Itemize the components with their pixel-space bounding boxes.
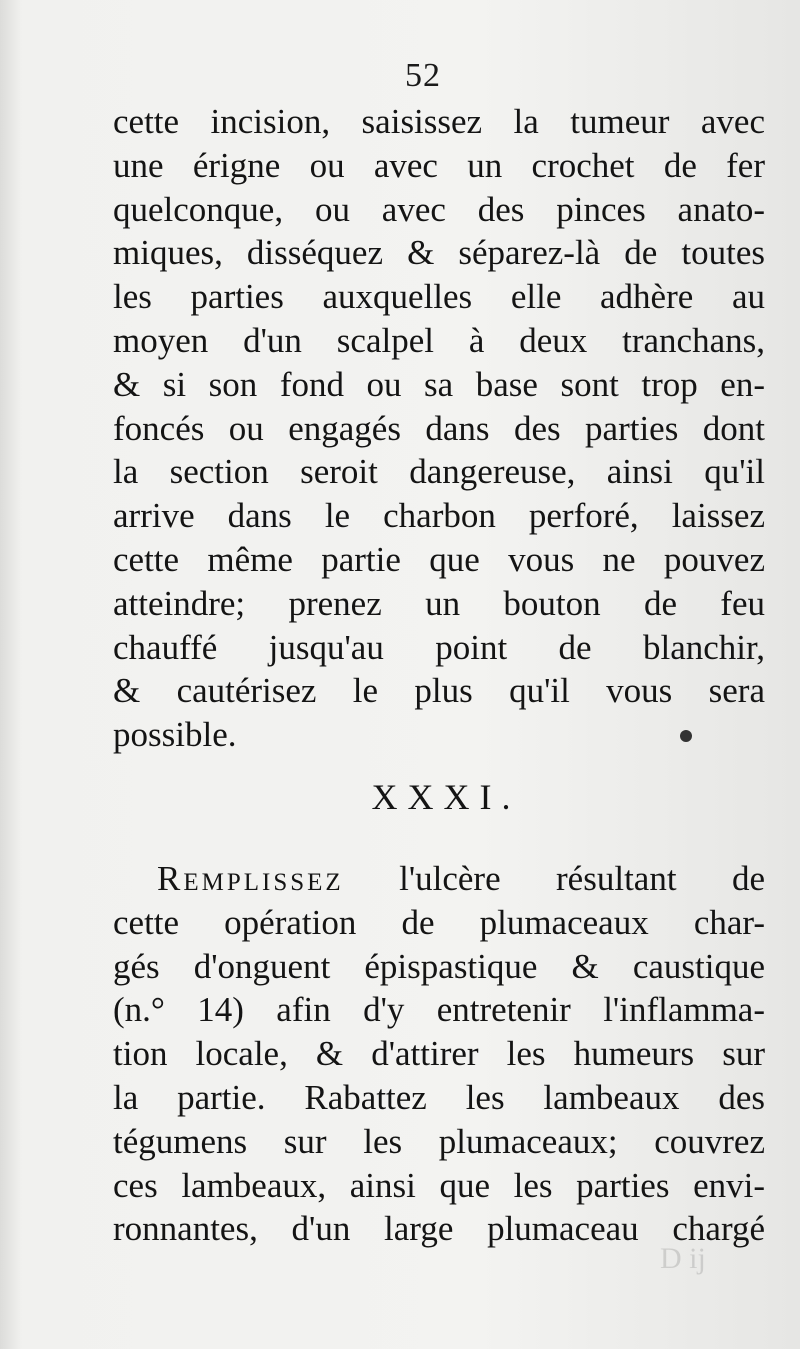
text-line: & si son fond ou sa base sont trop en- <box>113 364 765 404</box>
text-line: chauffé jusqu'au point de blanchir, <box>113 627 765 667</box>
section-heading: XXXI. <box>371 776 521 817</box>
text-line: la partie. Rabattez les lambeaux des <box>113 1077 765 1117</box>
text-line: cette incision, saisissez la tumeur avec <box>113 102 765 141</box>
text-line: arrive dans le charbon perforé, laissez <box>113 496 765 536</box>
text-line: cette même partie que vous ne pouvez <box>113 539 765 579</box>
text-line: miques, disséquez & séparez-là de toutes <box>113 233 765 273</box>
text-line: (n.° 14) afin d'y entretenir l'inflamma- <box>113 990 765 1030</box>
text-line: atteindre; prenez un bouton de feu <box>113 583 765 623</box>
text-line: gés d'onguent épispastique & caustique <box>113 946 765 986</box>
signature-mark: D ij <box>660 1242 706 1275</box>
text-line: moyen d'un scalpel à deux tranchans, <box>113 320 765 360</box>
paragraph-2 <box>113 857 765 1251</box>
text-line: une érigne ou avec un crochet de fer <box>113 145 765 185</box>
text-line: les parties auxquelles elle adhère au <box>113 277 765 317</box>
lead-line-rest: l'ulcère résultant de <box>343 858 765 898</box>
text-line: foncés ou engagés dans des parties dont <box>113 408 765 448</box>
page-number: 52 <box>405 57 441 94</box>
text-line: ces lambeaux, ainsi que les parties envi- <box>113 1165 765 1205</box>
text-line: tion locale, & d'attirer les humeurs sur <box>113 1034 765 1074</box>
paragraph-1 <box>113 100 765 757</box>
text-line: possible. <box>113 715 237 755</box>
text-line: tégumens sur les plumaceaux; couvrez <box>113 1121 765 1161</box>
text-line: la section seroit dangereuse, ainsi qu'il <box>113 452 765 492</box>
text-line: cette opération de plumaceaux char- <box>113 902 765 942</box>
text-line: & cautérisez le plus qu'il vous sera <box>113 671 765 711</box>
text-line <box>113 857 765 901</box>
lead-word: Remplissez <box>157 858 344 898</box>
body-text <box>113 100 765 1251</box>
text-line: quelconque, ou avec des pinces anato- <box>113 189 765 229</box>
text-line: ronnantes, d'un large plumaceau chargé <box>113 1209 765 1249</box>
